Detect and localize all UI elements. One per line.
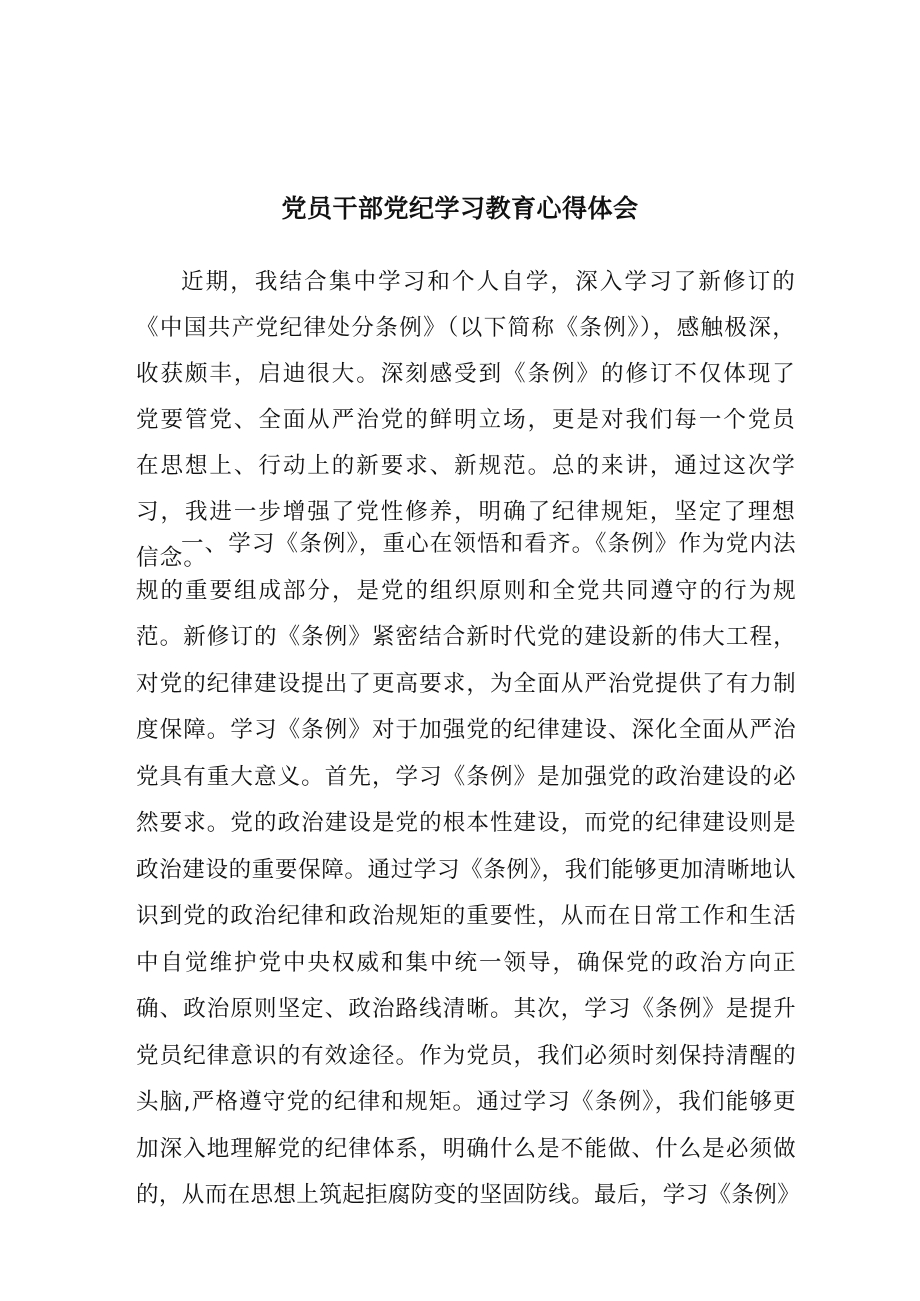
- paragraph-intro: 近期，我结合集中学习和个人自学，深入学习了新修订的《中国共产党纪律处分条例》（以下简称《条例》），感触极深，收获颇丰，启迪很大。深刻感受到《条例》的修订不仅体现了党要管党、全面从严治党的鲜明立场，更是对我们每一个党员在思想上、行动上的新要求、新规范。总的来讲，通过这次学习，我进一步增强了党性修养，明确了纪律规矩，坚定了理想信念。: [136, 269, 796, 571]
- document-title: 党员干部党纪学习教育心得体会: [281, 193, 639, 223]
- paragraph-section-one: 一、学习《条例》，重心在领悟和看齐。《条例》作为党内法规的重要组成部分，是党的组织原则和全党共同遵守的行为规范。新修订的《条例》紧密结合新时代党的建设新的伟大工程，对党的纪律建设提出了更高要求，为全面从严治党提供了有力制度保障。学习《条例》对于加强党的纪律建设、深化全面从严治党具有重大意义。首先，学习《条例》是加强党的政治建设的必然要求。党的政治建设是党的根本性建设，而党的纪律建设则是政治建设的重要保障。通过学习《条例》，我们能够更加清晰地认识到党的政治纪律和政治规矩的重要性，从而在日常工作和生活中自觉维护党中央权威和集中统一领导，确保党的政治方向正确、政治原则坚定、政治路线清晰。其次，学习《条例》是提升党员纪律意识的有效途径。作为党员，我们必须时刻保持清醒的头脑,严格遵守党的纪律和规矩。通过学习《条例》，我们能够更加深入地理解党的纪律体系，明确什么是不能做、什么是必须做的，从而在思想上筑起拒腐防变的坚固防线。最后，学习《条例》: [136, 531, 801, 1208]
